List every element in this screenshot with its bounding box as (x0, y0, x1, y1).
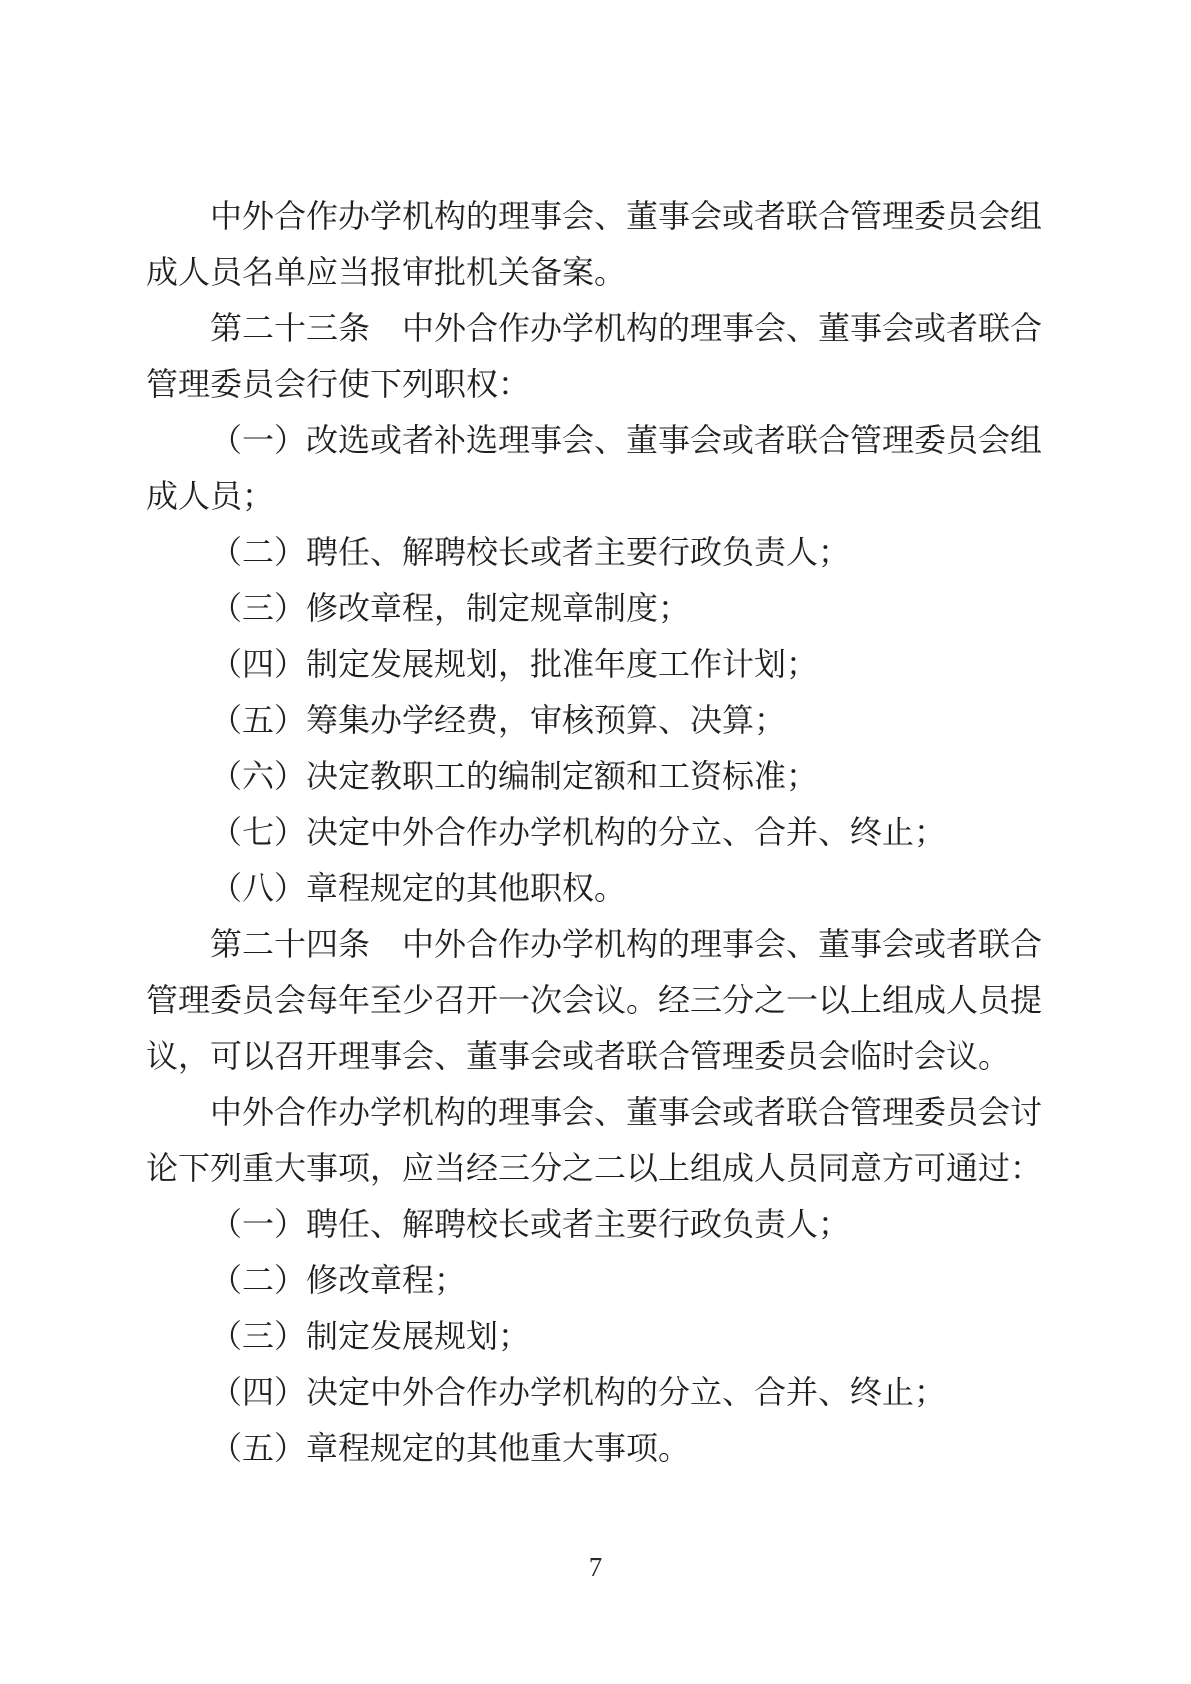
text-line-item-3: （三）制定发展规划； (210, 1318, 531, 1354)
text-line-item-1: （一）改选或者补选理事会、董事会或者联合管理委员会组 (210, 422, 1043, 458)
document-text-block (146, 188, 1056, 1476)
text-line: 管理委员会行使下列职权： (146, 366, 531, 402)
text-line: 论下列重大事项，应当经三分之二以上组成人员同意方可通过： (146, 1150, 1043, 1186)
text-line: 成人员； (146, 478, 275, 514)
text-line-item-2: （二）修改章程； (210, 1262, 467, 1298)
text-line-item-4: （四）决定中外合作办学机构的分立、合并、终止； (210, 1374, 947, 1410)
text-line: 管理委员会每年至少召开一次会议。经三分之一以上组成人员提 (146, 982, 1043, 1018)
text-line-item-4: （四）制定发展规划，批准年度工作计划； (210, 646, 819, 682)
text-line: 中外合作办学机构的理事会、董事会或者联合管理委员会组 (210, 198, 1043, 234)
text-line-article-24: 第二十四条 中外合作办学机构的理事会、董事会或者联合 (210, 926, 1043, 962)
text-line: 成人员名单应当报审批机关备案。 (146, 254, 627, 290)
text-line-item-6: （六）决定教职工的编制定额和工资标准； (210, 758, 819, 794)
text-line-item-1: （一）聘任、解聘校长或者主要行政负责人； (210, 1206, 851, 1242)
text-line-item-8: （八）章程规定的其他职权。 (210, 870, 627, 906)
text-line-item-3: （三）修改章程，制定规章制度； (210, 590, 691, 626)
text-line-item-7: （七）决定中外合作办学机构的分立、合并、终止； (210, 814, 947, 850)
text-line: 议，可以召开理事会、董事会或者联合管理委员会临时会议。 (146, 1038, 1011, 1074)
text-line-item-2: （二）聘任、解聘校长或者主要行政负责人； (210, 534, 851, 570)
text-line-item-5: （五）筹集办学经费，审核预算、决算； (210, 702, 787, 738)
text-line-article-23: 第二十三条 中外合作办学机构的理事会、董事会或者联合 (210, 310, 1043, 346)
page-number: 7 (588, 1552, 603, 1582)
text-line: 中外合作办学机构的理事会、董事会或者联合管理委员会讨 (210, 1094, 1043, 1130)
text-line-item-5: （五）章程规定的其他重大事项。 (210, 1430, 691, 1466)
